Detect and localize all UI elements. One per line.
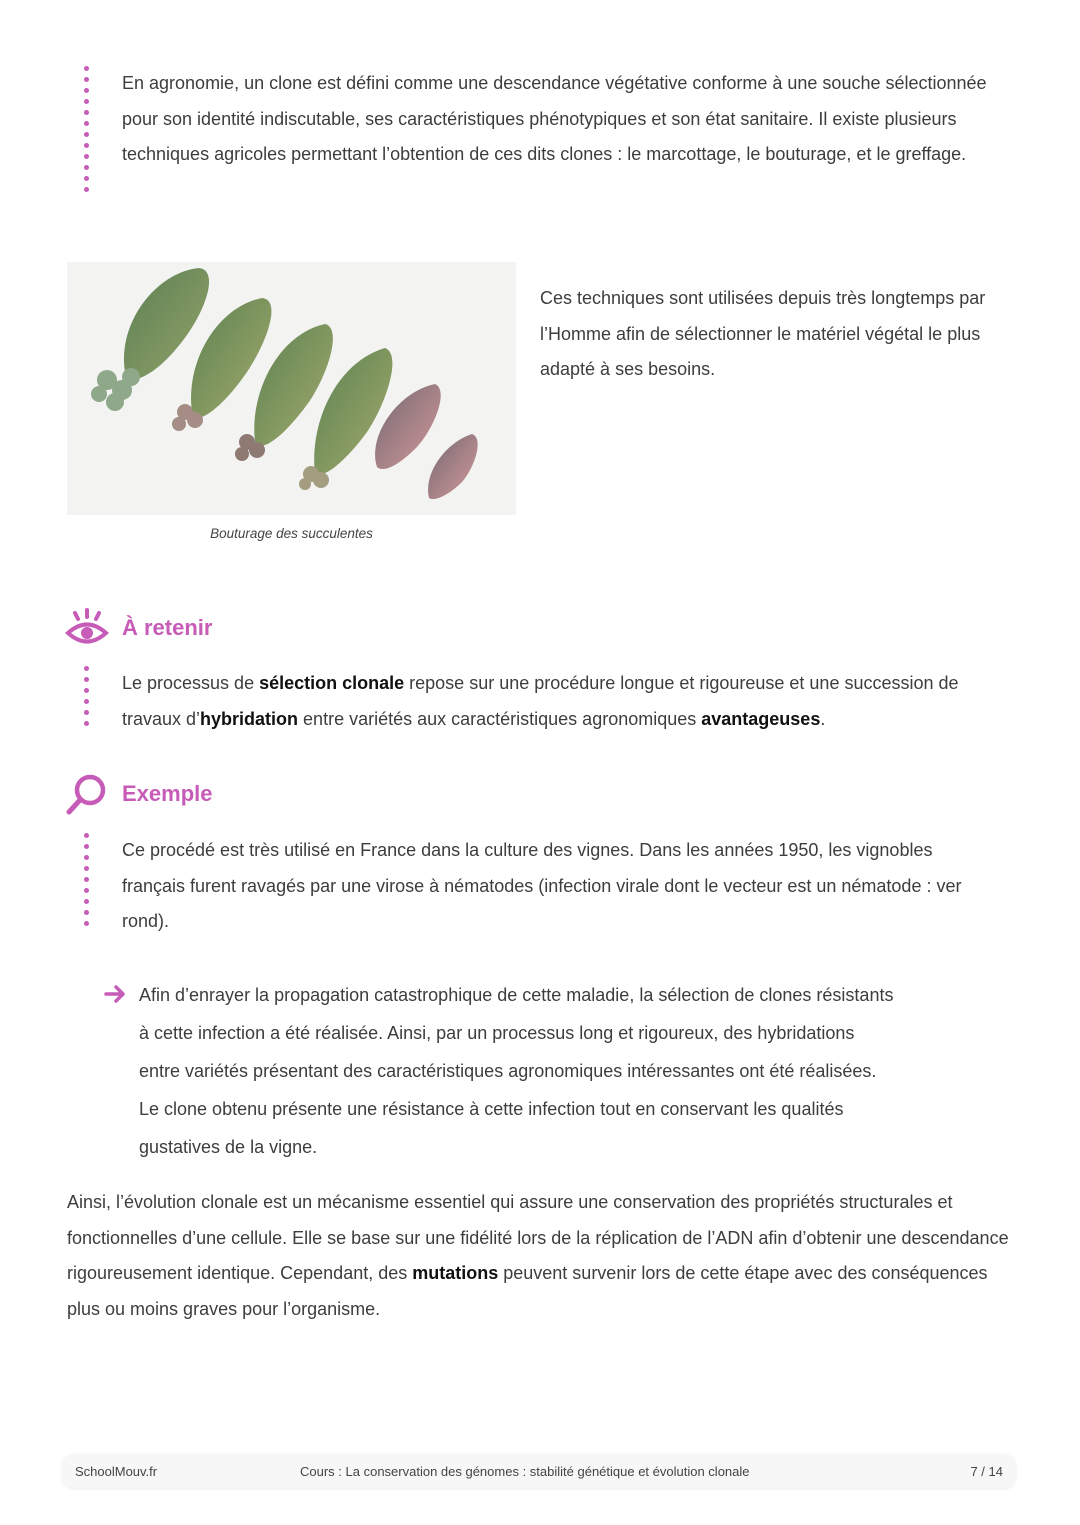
retenir-bold-selection-clonale: sélection clonale <box>259 673 405 693</box>
retenir-bold-avantageuses: avantageuses <box>701 708 821 729</box>
succulent-photo <box>67 262 516 515</box>
magnifier-icon <box>64 772 110 816</box>
retenir-dots <box>84 666 90 732</box>
footer-course-title: Cours : La conservation des génomes : stabilité génétique et évolution clonale <box>300 1464 750 1479</box>
footer-page-number: 7 / 14 <box>970 1464 1003 1479</box>
retenir-heading: À retenir <box>122 615 213 640</box>
page-footer <box>62 1454 1016 1488</box>
intro-paragraph: En agronomie, un clone est défini comme une descendance végétative conforme à une souche sélectionnée pour son identité indiscutable, ses caractéristiques phénotypiques et son état sanitaire. Il existe plusieurs techniques agricoles permettant l’obtention de ces dits clones : le marcottage, le bouturage, et le greffage. <box>122 73 987 164</box>
retenir-paragraph <box>122 666 992 737</box>
figure-caption: Bouturage des succulentes <box>210 526 373 541</box>
retenir-text-3: entre variétés aux caractéristiques agronomiques <box>298 708 702 729</box>
arrow-right-icon <box>104 984 128 1004</box>
retenir-text-2: repose sur une procédure longue et rigoureuse et une succession de travaux d’ <box>122 673 959 729</box>
exemple-dots <box>84 833 90 932</box>
exemple-heading: Exemple <box>122 781 213 806</box>
retenir-text-1: Le processus de <box>122 673 260 693</box>
retenir-bold-hybridation: hybridation <box>200 708 299 729</box>
intro-dots <box>84 66 90 198</box>
retenir-text-4: . <box>820 708 826 729</box>
exemple-paragraph: Ce procédé est très utilisé en France dans la culture des vignes. Dans les années 1950, les vignobles français furent ravagés par une virose à nématodes (infection virale dont le vecteur est un nématode : ver rond). <box>122 840 962 931</box>
succulent-leaves-image <box>67 262 516 515</box>
conclusion-text-2: peuvent survenir lors de cette étape avec des conséquences plus ou moins graves pour l’organisme. <box>67 1263 988 1319</box>
conclusion-paragraph <box>67 1185 1017 1327</box>
figure-side-text: Ces techniques sont utilisées depuis très longtemps par l’Homme afin de sélectionner le matériel végétal le plus adapté à ses besoins. <box>540 288 986 379</box>
conclusion-text-1: Ainsi, l’évolution clonale est un mécanisme essentiel qui assure une conservation des propriétés structurales et fonctionnelles d’une cellule. Elle se base sur une fidélité lors de la réplication de l’ADN afin d’obtenir une descendance rigoureusement identique. Cependant, des <box>67 1192 1009 1283</box>
conclusion-bold-mutations: mutations <box>412 1263 499 1283</box>
eye-icon <box>64 608 110 648</box>
exemple-arrow-paragraph: Afin d’enrayer la propagation catastrophique de cette maladie, la sélection de clones résistants à cette infection a été réalisée. Ainsi, par un processus long et rigoureux, des hybridations entre variétés présentant des caractéristiques agronomiques intéressantes ont été réalisées. Le clone obtenu présente une résistance à cette infection tout en conservant les qualités gustatives de la vigne. <box>139 985 894 1157</box>
footer-site[interactable]: SchoolMouv.fr <box>75 1464 158 1479</box>
